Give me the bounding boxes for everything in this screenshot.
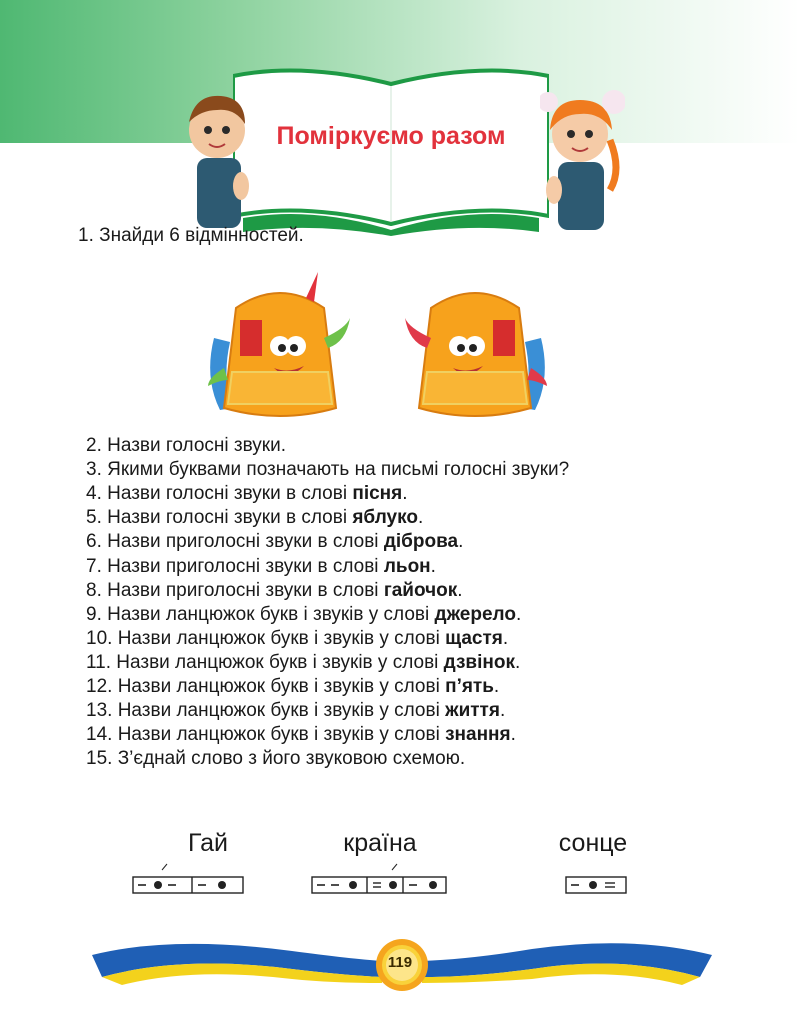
task-text: 14. Назви ланцюжок букв і звуків у слові (86, 724, 446, 746)
task-line (86, 507, 423, 529)
task-line (86, 483, 408, 505)
task-line (86, 435, 286, 457)
open-book-icon (233, 66, 549, 236)
task-text: 2. Назви голосні звуки. (86, 435, 287, 456)
task-keyword: п’ять (445, 676, 494, 697)
backpack-right-icon (395, 268, 555, 428)
task-punct: . (499, 700, 506, 722)
section-title: Поміркуємо разом (276, 122, 506, 150)
task-line (86, 556, 436, 578)
section-header (175, 48, 605, 228)
task-text: 7. Назви приголосні звуки в слові (86, 555, 384, 577)
task-punct: . (402, 483, 408, 505)
task-text: 3. Якими буквами позначають на письмі голосні звуки? (86, 459, 570, 481)
task-text: 10. Назви ланцюжок букв і звуків у слові (86, 627, 446, 649)
task-line (86, 724, 516, 746)
task-punct: . (502, 627, 509, 649)
task-punct: . (417, 507, 424, 529)
task-text: 5. Назви голосні звуки в слові (86, 507, 353, 529)
word-gai: Гай (187, 829, 228, 857)
task-keyword: знання (445, 724, 511, 746)
task-line (86, 628, 508, 650)
task-keyword: льон (383, 555, 431, 577)
task-text: 9. Назви ланцюжок букв і звуків у слові (86, 603, 435, 625)
task-keyword: джерело (434, 603, 516, 625)
task-punct: . (457, 579, 463, 601)
task-punct: . (430, 555, 436, 577)
task-line (86, 652, 520, 674)
task-text: 11. Назви ланцюжок букв і звуків у слові (86, 651, 444, 673)
backpack-left-icon (200, 268, 360, 428)
task-keyword: життя (445, 700, 500, 722)
page-number: 119 (387, 954, 413, 971)
task-keyword: пісня (352, 483, 403, 505)
word-kraina: країна (343, 829, 417, 857)
boy-character-icon (175, 78, 255, 228)
task-text: 12. Назви ланцюжок букв і звуків у слові (86, 676, 446, 697)
task-text: 8. Назви приголосні звуки в слові (86, 579, 384, 601)
task-line (86, 604, 521, 626)
stress-mark-icon (390, 862, 400, 872)
task-keyword: щастя (445, 627, 503, 649)
girl-character-icon (540, 80, 625, 230)
task-keyword: яблуко (352, 507, 418, 529)
word-sontse: сонце (558, 829, 628, 857)
task-text: 13. Назви ланцюжок букв і звуків у слові (86, 700, 446, 722)
task-punct: . (510, 724, 516, 746)
sound-scheme-2[interactable] (311, 873, 447, 893)
task-text: 15. З’єднай слово з його звуковою схемою. (86, 748, 466, 770)
task-line (86, 748, 465, 770)
task-punct: . (458, 531, 464, 553)
task-punct: . (514, 651, 521, 673)
sound-scheme-1[interactable] (132, 873, 244, 893)
task-line (86, 531, 463, 553)
task-punct: . (493, 676, 500, 697)
task-punct: . (515, 603, 522, 625)
task-line (86, 700, 505, 722)
task-text: 6. Назви приголосні звуки в слові (86, 531, 384, 553)
task-text: 4. Назви голосні звуки в слові (86, 483, 353, 505)
task-line (86, 459, 569, 481)
task-keyword: діброва (383, 531, 459, 553)
task-keyword: дзвінок (443, 651, 515, 673)
task-1: 1. Знайди 6 відмінностей. (78, 225, 304, 246)
task-line (86, 580, 463, 602)
sound-scheme-3[interactable] (565, 873, 627, 893)
task-keyword: гайочок (383, 579, 458, 601)
task-line (86, 676, 499, 698)
stress-mark-icon (160, 862, 170, 872)
